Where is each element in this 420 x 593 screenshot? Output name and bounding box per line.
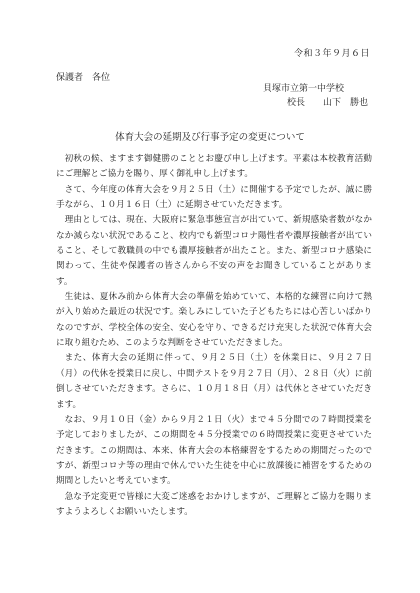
body-paragraph-reason: 理由としては、現在、大阪府に緊急事態宣言が出ていて、新規感染者数がなかなか減らない状況であること、校内でも新型コロナ陽性者や濃厚接触者が出ていること、そして教職員の中でも濃厚接触者が出たこと。また、新型コロナ感染に関わって、生徒や保護者の皆さんから不安の声をお聞きしていることがあります。 (56, 215, 372, 287)
body-paragraph-students: 生徒は、夏休み前から体育大会の準備を始めていて、本格的な練習に向けて熱が入り始めた最近の状況です。楽しみにしていた子どもたちには心苦しいばかりなのですが、学校全体の安全、安心を守り、できるだけ充実した状況で体育大会に取り組むため、このような判断をさせていただきました。 (56, 292, 372, 349)
body-paragraph-greeting: 初秋の候、ますます御健勝のこととお慶び申し上げます。平素は本校教育活動にご理解とご協力を賜り、厚く御礼申し上げます。 (56, 154, 372, 180)
letter-body (56, 152, 372, 520)
body-paragraph-schedule-change: また、体育大会の延期に伴って、９月２５日（土）を休業日に、９月２７日（月）の代休を授業日に戻し、中間テストを９月２７日（月）、２８日（火）に前倒しさせていただきます。さらに、１０月１８日（月）は代休とさせていただきます。 (56, 353, 372, 410)
sender-block (218, 82, 368, 110)
sender-school: 貝塚市立第一中学校 (262, 84, 344, 94)
letter-title: 体育大会の延期及び行事予定の変更について (115, 132, 305, 143)
letter-recipient: 保護者 各位 (56, 73, 111, 83)
body-paragraph-class-hours: なお、９月１０日（金）から９月２１日（火）まで４５分間での７時間授業を予定しておりましたが、この期間を４５分授業での６時間授業に変更させていただきます。この期間は、本来、体育大会の本格練習をするための期間だったのですが、新型コロナ等の理由で休んでいた生徒を中心に放課後に補習をするための期間としたいと考えています。 (56, 414, 372, 487)
sender-person: 校長 山下 勝也 (286, 98, 368, 108)
letter-date: 令和３年９月６日 (293, 49, 370, 59)
body-paragraph-closing: 急な予定変更で皆様に大変ご迷惑をおかけしますが、ご理解とご協力を賜りますようよろしくお願いいたします。 (56, 491, 372, 517)
body-paragraph-postponement: さて、今年度の体育大会を９月２５日（土）に開催する予定でしたが、誠に勝手ながら、１０月１６日（土）に延期させていただきます。 (56, 184, 372, 211)
